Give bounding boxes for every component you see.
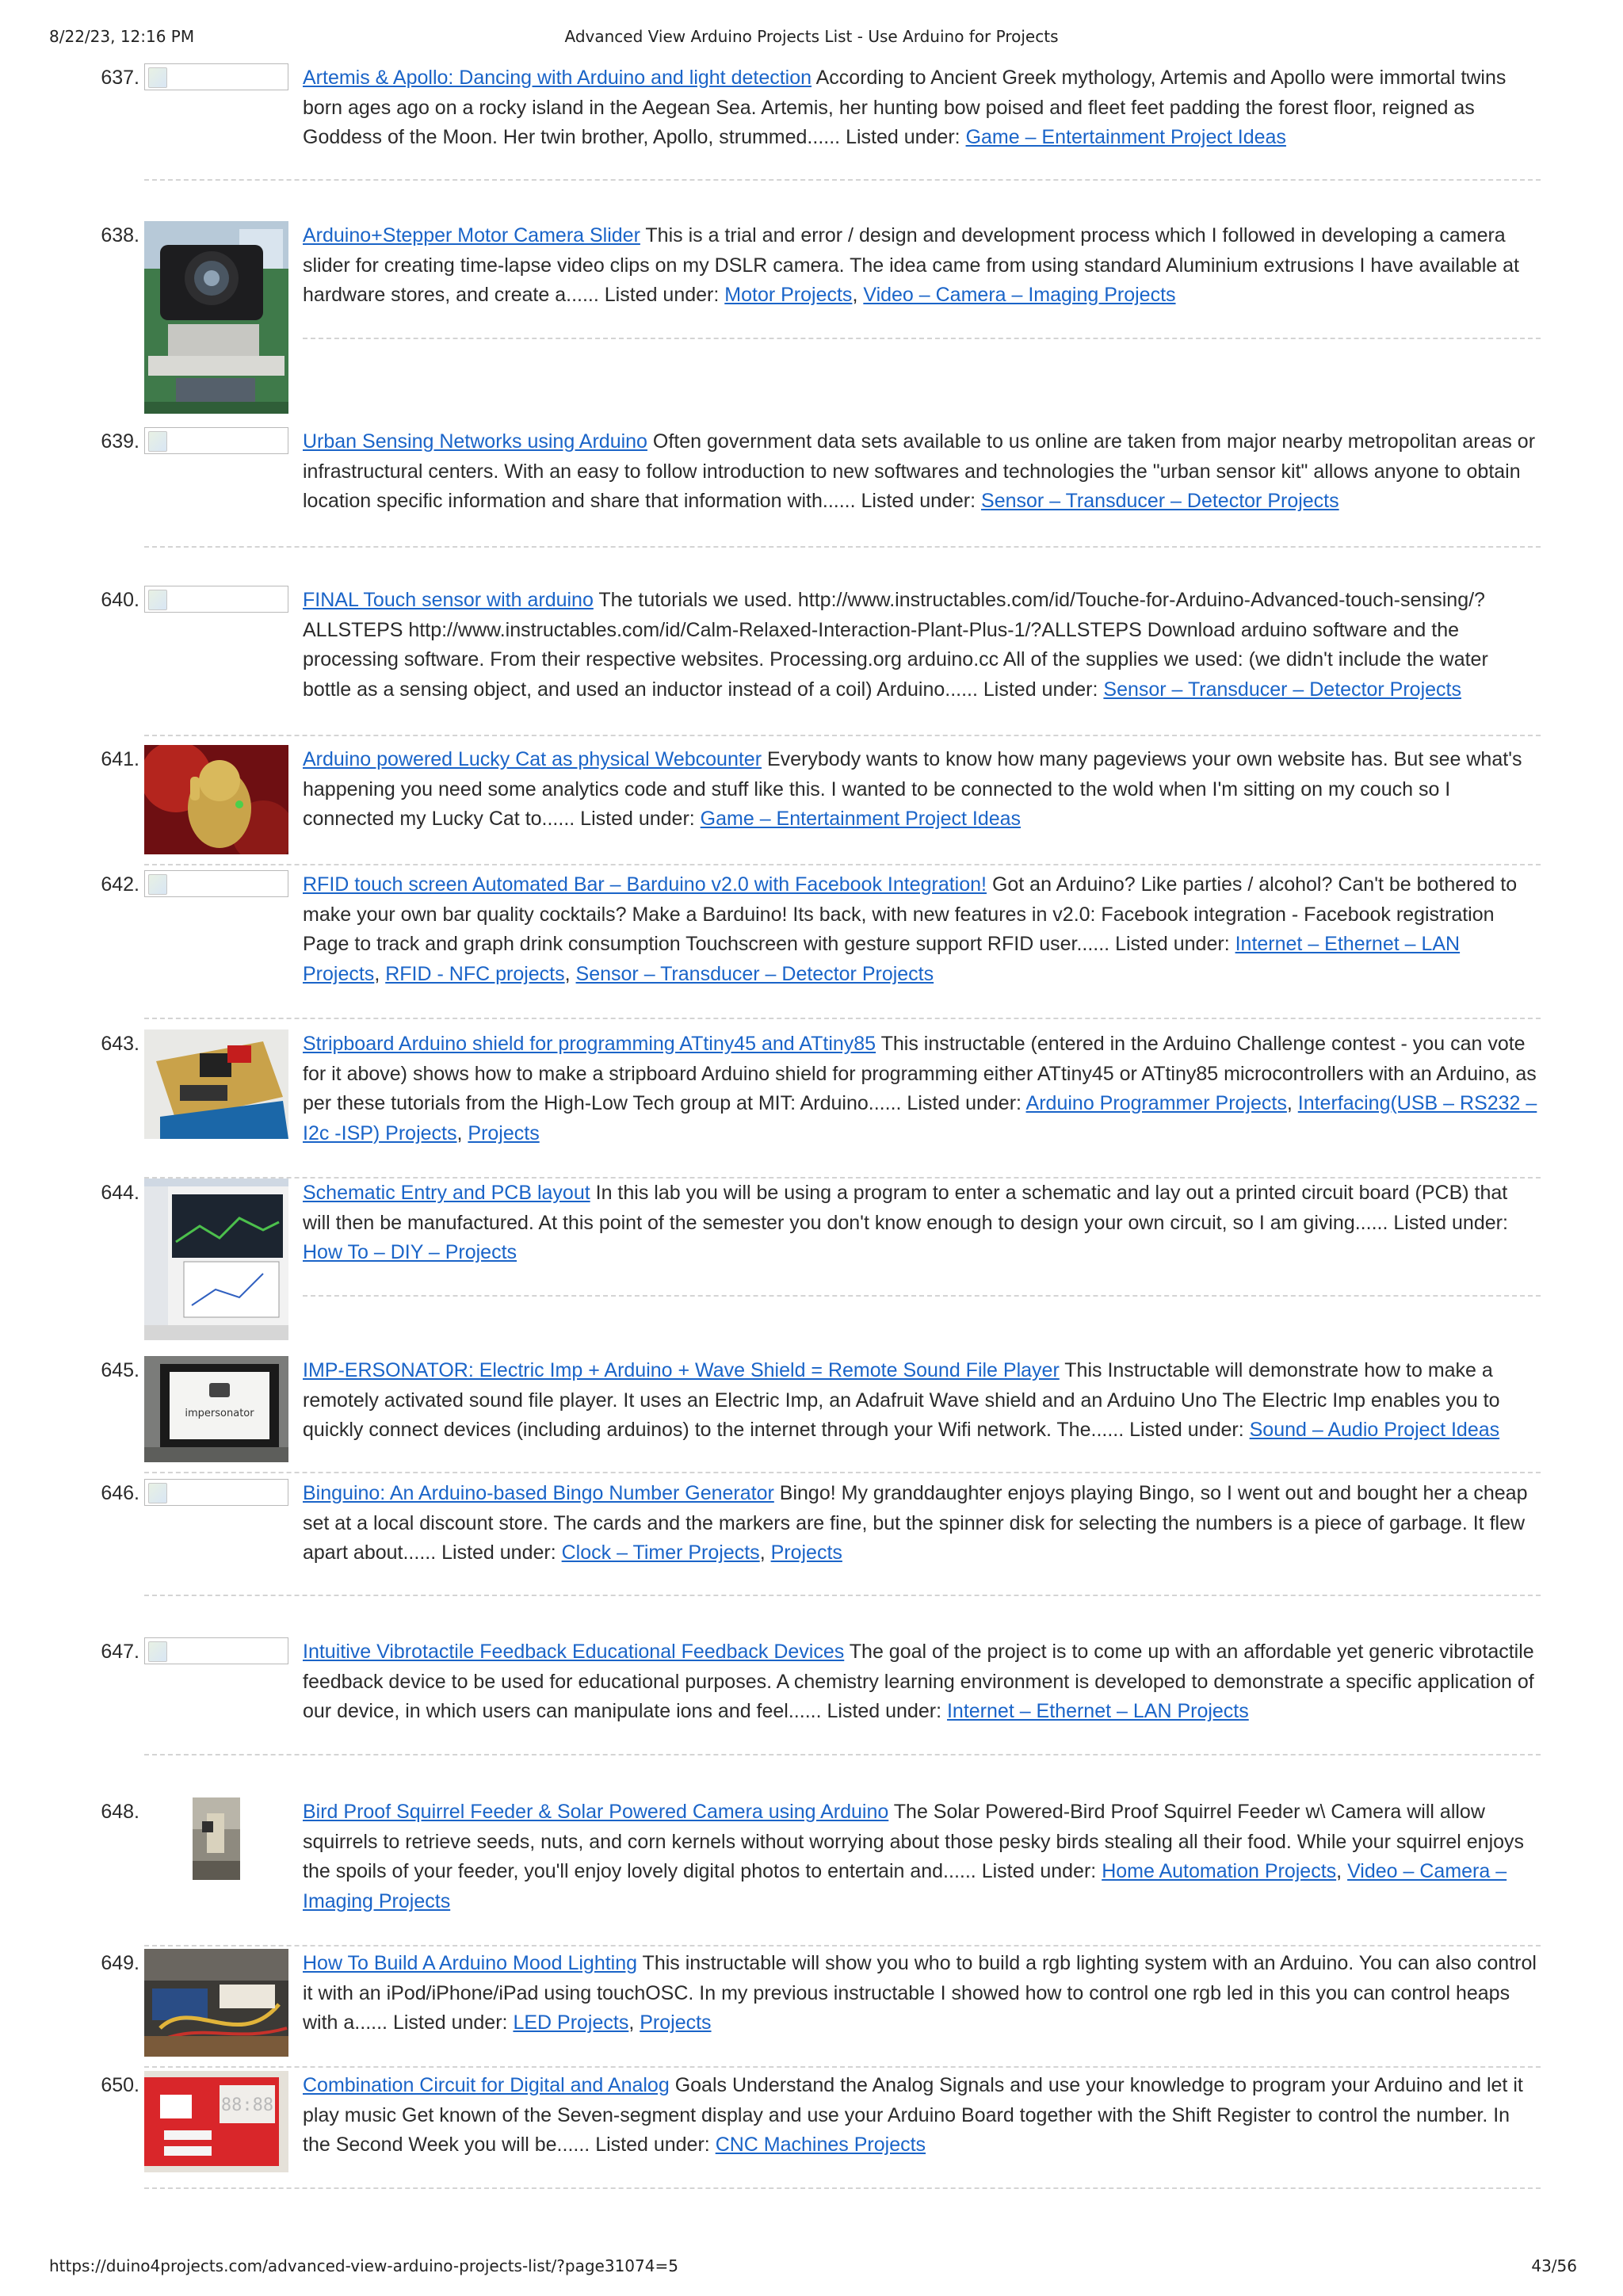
entry-title-link[interactable]: IMP-ERSONATOR: Electric Imp + Arduino + Wave Shield = Remote Sound File Player: [303, 1359, 1060, 1381]
category-link[interactable]: Motor Projects: [724, 284, 853, 306]
category-link[interactable]: Game – Entertainment Project Ideas: [965, 126, 1286, 148]
entry-text: Bird Proof Squirrel Feeder & Solar Powered Camera using Arduino The Solar Powered-Bird Proof Squirrel Feeder w\ Camera will allow squirrels to retrieve seeds, nuts, and corn kernels without worrying about those pesky birds stealing all their food. While your squirrel enjoys the spoils of your feeder, you'll enjoy lovely digital photos to entertain and...... Listed under: Home Automation Projects, Video – Camera – Imaging Projects: [303, 1801, 1525, 1912]
entry-description: Everybody wants to know how many pageviews your own website has. But see what's happening you need some analytics code and stuff like this. I wanted to be connected to the wold when I'm sitting on my couch so I connected my Lucky Cat to......: [303, 748, 1522, 830]
entry-description: This instructable will show you who to build a rgb lighting system with an Arduino. You can also control it with an iPod/iPhone/iPad using touchOSC. In my previous instructable I showed how to control one rgb led in this you can control heaps with a......: [303, 1952, 1537, 2034]
broken-image-icon[interactable]: [144, 1637, 288, 1664]
entry-description: Got an Arduino? Like parties / alcohol? Can't be bothered to make your own bar quality cocktails? Make a Barduino! Its back, with new features in v2.0: Facebook integration - Facebook registration Page to track and graph drink consumption Touchscreen with gesture support RFID user......: [303, 873, 1518, 955]
category-link[interactable]: LED Projects: [513, 2011, 629, 2034]
entry-text: [303, 1356, 1539, 1446]
category-link[interactable]: Video – Camera – Imaging Projects: [863, 284, 1176, 306]
entry-number: 641.: [101, 748, 139, 770]
category-link[interactable]: Clock – Timer Projects: [561, 1541, 760, 1564]
entry-description: The Solar Powered-Bird Proof Squirrel Feeder w\ Camera will allow squirrels to retrieve seeds, nuts, and corn kernels without worrying about those pesky birds stealing all their food. While your squirrel enjoys the spoils of your feeder, you'll enjoy lovely digital photos to entertain and......: [303, 1801, 1525, 1882]
entry-text: RFID touch screen Automated Bar – Barduino v2.0 with Facebook Integration! Got an Arduino? Like parties / alcohol? Can't be bothered to make your own bar quality cocktails? Make a Barduino! Its back, with new features in v2.0: Facebook integration - Facebook registration Page to track and graph drink consumption Touchscreen with gesture support RFID user...... Listed under: Internet – Ethernet – LAN Projects, RFID - NFC projects, Sensor – Transducer – Detector Projects: [303, 873, 1518, 985]
entry-description: Bingo! My granddaughter enjoys playing Bingo, so I went out and bought her a cheap set at a local discount store. The cards and the markers are fine, but the spinner disk for selecting the numbers is a piece of garbage. It flew apart about......: [303, 1482, 1528, 1564]
entry-title-link[interactable]: FINAL Touch sensor with arduino: [303, 589, 594, 611]
separator: [144, 735, 1541, 736]
category-link[interactable]: Projects: [640, 2011, 712, 2034]
entry-description: This is a trial and error / design and development process which I followed in developing a camera slider for creating time-lapse video clips on my DSLR camera. The idea came from using standard Aluminium extrusions I have available at hardware stores, and create a......: [303, 224, 1519, 306]
entry-number: 643.: [101, 1033, 139, 1055]
page-counter: 43/56: [1531, 2256, 1577, 2275]
print-datetime: 8/22/23, 12:16 PM: [49, 27, 195, 46]
category-link[interactable]: Sensor – Transducer – Detector Projects: [981, 490, 1339, 512]
print-footer: [0, 2256, 1623, 2280]
broken-image-icon[interactable]: [144, 427, 288, 454]
entry-title-link[interactable]: Arduino+Stepper Motor Camera Slider: [303, 224, 640, 246]
entry-number: 646.: [101, 1482, 139, 1504]
broken-image-icon[interactable]: [144, 586, 288, 613]
entry-title-link[interactable]: Binguino: An Arduino-based Bingo Number Generator: [303, 1482, 774, 1504]
category-link[interactable]: Interfacing(USB – RS232 – I2c -ISP) Projects: [303, 1092, 1537, 1144]
listed-under-label: Listed under:: [392, 2011, 508, 2034]
entry-text: [303, 427, 1539, 517]
category-link[interactable]: Internet – Ethernet – LAN Projects: [303, 933, 1461, 985]
broken-image-icon[interactable]: [144, 870, 288, 897]
stripboard-photo[interactable]: [144, 1030, 288, 1139]
category-link[interactable]: Game – Entertainment Project Ideas: [700, 808, 1022, 830]
entry-description: The tutorials we used. http://www.instructables.com/id/Touche-for-Arduino-Advanced-touch-sensing/?ALLSTEPS http://www.instructables.com/id/Calm-Relaxed-Interaction-Plant-Plus-1/?ALLSTEPS Download arduino software and the processing software. From their respective websites. Processing.org arduino.cc All of the supplies we used: (we didn't include the water bottle as a sensing object, and used an inductor instead of a coil) Arduino......: [303, 589, 1488, 701]
entry-title-link[interactable]: How To Build A Arduino Mood Lighting: [303, 1952, 638, 1974]
entry-description: In this lab you will be using a program to enter a schematic and lay out a printed circuit board (PCB) that will then be manufactured. At this point of the semester you don't know enough to design your own circuit, so I am giving......: [303, 1182, 1508, 1234]
entry-description: According to Ancient Greek mythology, Artemis and Apollo were immortal twins born ages ago on a rocky island in the Aegean Sea. Artemis, her hunting bow poised and fleet feet padding the forest floor, reigned as Goddess of the Moon. Her twin brother, Apollo, strummed......: [303, 67, 1507, 148]
entry-title-link[interactable]: Arduino powered Lucky Cat as physical Webcounter: [303, 748, 762, 770]
separator: [144, 1472, 1541, 1473]
category-link[interactable]: Sensor – Transducer – Detector Projects: [1103, 678, 1461, 701]
entry-description: Goals Understand the Analog Signals and use your knowledge to program your Arduino and let it play music Get known of the Seven-segment display and use your Arduino Board together with the Shift Register to control the number. In the Second Week you will be......: [303, 2074, 1523, 2156]
category-link[interactable]: How To – DIY – Projects: [303, 1241, 517, 1263]
category-link[interactable]: Sensor – Transducer – Detector Projects: [575, 962, 934, 985]
entry-text: [303, 63, 1539, 153]
mood-lighting-photo[interactable]: [144, 1949, 288, 2057]
separator: [144, 546, 1541, 548]
entry-text: Binguino: An Arduino-based Bingo Number Generator Bingo! My granddaughter enjoys playing Bingo, so I went out and bought her a cheap set at a local discount store. The cards and the markers are fine, but the spinner disk for selecting the numbers is a piece of garbage. It flew apart about...... Listed under: Clock – Timer Projects, Projects: [303, 1482, 1528, 1564]
listed-under-label: Listed under:: [907, 1092, 1022, 1114]
listed-under-label: Listed under:: [604, 284, 720, 306]
entry-description: This instructable (entered in the Arduino Challenge contest - you can vote for it above) shows how to make a stripboard Arduino shield for programming either ATtiny45 or ATtiny85 microcontrollers with an Arduino, as per these tutorials from the High-Low Tech group at MIT: Arduino......: [303, 1033, 1537, 1114]
listed-under-label: Listed under:: [1393, 1211, 1508, 1234]
separator: [144, 1018, 1541, 1019]
listed-under-label: Listed under:: [1129, 1419, 1244, 1441]
entry-number: 642.: [101, 873, 139, 896]
entry-description: This Instructable will demonstrate how to make a remotely activated sound file player. It uses an Electric Imp, an Adafruit Wave shield and an Arduino Uno The Electric Imp enables you to quickly connect devices (including arduinos) to the internet through your Wifi network. The......: [303, 1359, 1500, 1441]
entry-text: Arduino+Stepper Motor Camera Slider This is a trial and error / design and development process which I followed in developing a camera slider for creating time-lapse video clips on my DSLR camera. The idea came from using standard Aluminium extrusions I have available at hardware stores, and create a...... Listed under: Motor Projects, Video – Camera – Imaging Projects: [303, 224, 1519, 306]
category-link[interactable]: Arduino Programmer Projects: [1025, 1092, 1287, 1114]
listed-under-label: Listed under:: [846, 126, 960, 148]
entry-text: [303, 745, 1539, 835]
broken-image-icon[interactable]: [144, 1479, 288, 1506]
listed-under-label: Listed under:: [981, 1860, 1097, 1882]
separator: [144, 864, 1541, 865]
category-link[interactable]: CNC Machines Projects: [715, 2134, 926, 2156]
separator: [144, 2187, 1541, 2189]
entry-title-link[interactable]: Artemis & Apollo: Dancing with Arduino and light detection: [303, 67, 812, 89]
print-url: https://duino4projects.com/advanced-view-arduino-projects-list/?page31074=5: [49, 2256, 678, 2275]
category-link[interactable]: Video – Camera – Imaging Projects: [303, 1860, 1507, 1912]
listed-under-label: Listed under:: [861, 490, 976, 512]
squirrel-feeder-photo[interactable]: [193, 1797, 240, 1880]
listed-under-label: Listed under:: [1115, 933, 1230, 955]
entry-text: [303, 1179, 1539, 1268]
entry-number: 640.: [101, 589, 139, 611]
entry-title-link[interactable]: Schematic Entry and PCB layout: [303, 1182, 590, 1204]
entry-description: The goal of the project is to come up with an affordable yet generic vibrotactile feedback device to be used for educational purposes. A chemistry learning environment is developed to demonstrate a specific application of our device, in which users can manipulate ions and feel......: [303, 1641, 1534, 1722]
camera-slider-photo[interactable]: [144, 221, 288, 414]
entry-title-link[interactable]: RFID touch screen Automated Bar – Barduino v2.0 with Facebook Integration!: [303, 873, 987, 896]
entry-title-link[interactable]: Stripboard Arduino shield for programming ATtiny45 and ATtiny85: [303, 1033, 876, 1055]
category-link[interactable]: Internet – Ethernet – LAN Projects: [946, 1700, 1249, 1722]
entry-number: 650.: [101, 2074, 139, 2096]
entry-number: 647.: [101, 1641, 139, 1663]
category-link[interactable]: Home Automation Projects: [1102, 1860, 1337, 1882]
separator: [144, 1945, 1541, 1946]
entry-number: 648.: [101, 1801, 139, 1823]
entry-title-link[interactable]: Urban Sensing Networks using Arduino: [303, 430, 647, 453]
entry-number: 644.: [101, 1182, 139, 1204]
schematic-screenshot[interactable]: [144, 1179, 288, 1340]
print-page-title: Advanced View Arduino Projects List - Use Arduino for Projects: [564, 27, 1059, 46]
entry-text: [303, 2071, 1539, 2160]
category-link[interactable]: Projects: [468, 1121, 540, 1144]
impersonator-photo[interactable]: [144, 1356, 288, 1462]
thumb-caption: impersonator: [185, 1408, 254, 1419]
print-header: [0, 27, 1623, 51]
entry-text: [303, 586, 1539, 705]
separator: [144, 1754, 1541, 1755]
combination-circuit-photo[interactable]: [144, 2071, 288, 2172]
entry-title-link[interactable]: Bird Proof Squirrel Feeder & Solar Powered Camera using Arduino: [303, 1801, 889, 1823]
listed-under-label: Listed under:: [580, 808, 695, 830]
listed-under-label: Listed under:: [983, 678, 1098, 701]
separator: [303, 338, 1541, 339]
listed-under-label: Listed under:: [441, 1541, 556, 1564]
entry-text: How To Build A Arduino Mood Lighting This instructable will show you who to build a rgb lighting system with an Arduino. You can also control it with an iPod/iPhone/iPad using touchOSC. In my previous instructable I showed how to control one rgb led in this you can control heaps with a...... Listed under: LED Projects, Projects: [303, 1952, 1537, 2034]
entry-number: 638.: [101, 224, 139, 246]
separator: [144, 2066, 1541, 2068]
entry-number: 639.: [101, 430, 139, 453]
separator: [303, 1295, 1541, 1297]
listed-under-label: Listed under:: [595, 2134, 710, 2156]
separator: [144, 179, 1541, 181]
entry-number: 637.: [101, 67, 139, 89]
category-link[interactable]: RFID - NFC projects: [385, 962, 565, 985]
lucky-cat-photo[interactable]: [144, 745, 288, 854]
entry-text: Stripboard Arduino shield for programming ATtiny45 and ATtiny85 This instructable (entered in the Arduino Challenge contest - you can vote for it above) shows how to make a stripboard Arduino shield for programming either ATtiny45 or ATtiny85 microcontrollers with an Arduino, as per these tutorials from the High-Low Tech group at MIT: Arduino...... Listed under: Arduino Programmer Projects, Interfacing(USB – RS232 – I2c -ISP) Projects, Projects: [303, 1033, 1537, 1144]
entry-description: Often government data sets available to us online are taken from major nearby metropolitan areas or infrastructural centers. With an easy to follow introduction to new softwares and technologies the "urban sensor kit" allows anyone to obtain location specific information and share that information with......: [303, 430, 1536, 512]
listed-under-label: Listed under:: [827, 1700, 942, 1722]
category-link[interactable]: Sound – Audio Project Ideas: [1249, 1419, 1500, 1441]
entry-number: 649.: [101, 1952, 139, 1974]
thumb-caption: 88:88: [220, 2095, 274, 2115]
entry-title-link[interactable]: Combination Circuit for Digital and Analog: [303, 2074, 670, 2096]
separator: [144, 1595, 1541, 1596]
entry-number: 645.: [101, 1359, 139, 1381]
entry-title-link[interactable]: Intuitive Vibrotactile Feedback Educational Feedback Devices: [303, 1641, 845, 1663]
entry-text: [303, 1637, 1539, 1727]
broken-image-icon[interactable]: [144, 63, 288, 90]
category-link[interactable]: Projects: [770, 1541, 842, 1564]
